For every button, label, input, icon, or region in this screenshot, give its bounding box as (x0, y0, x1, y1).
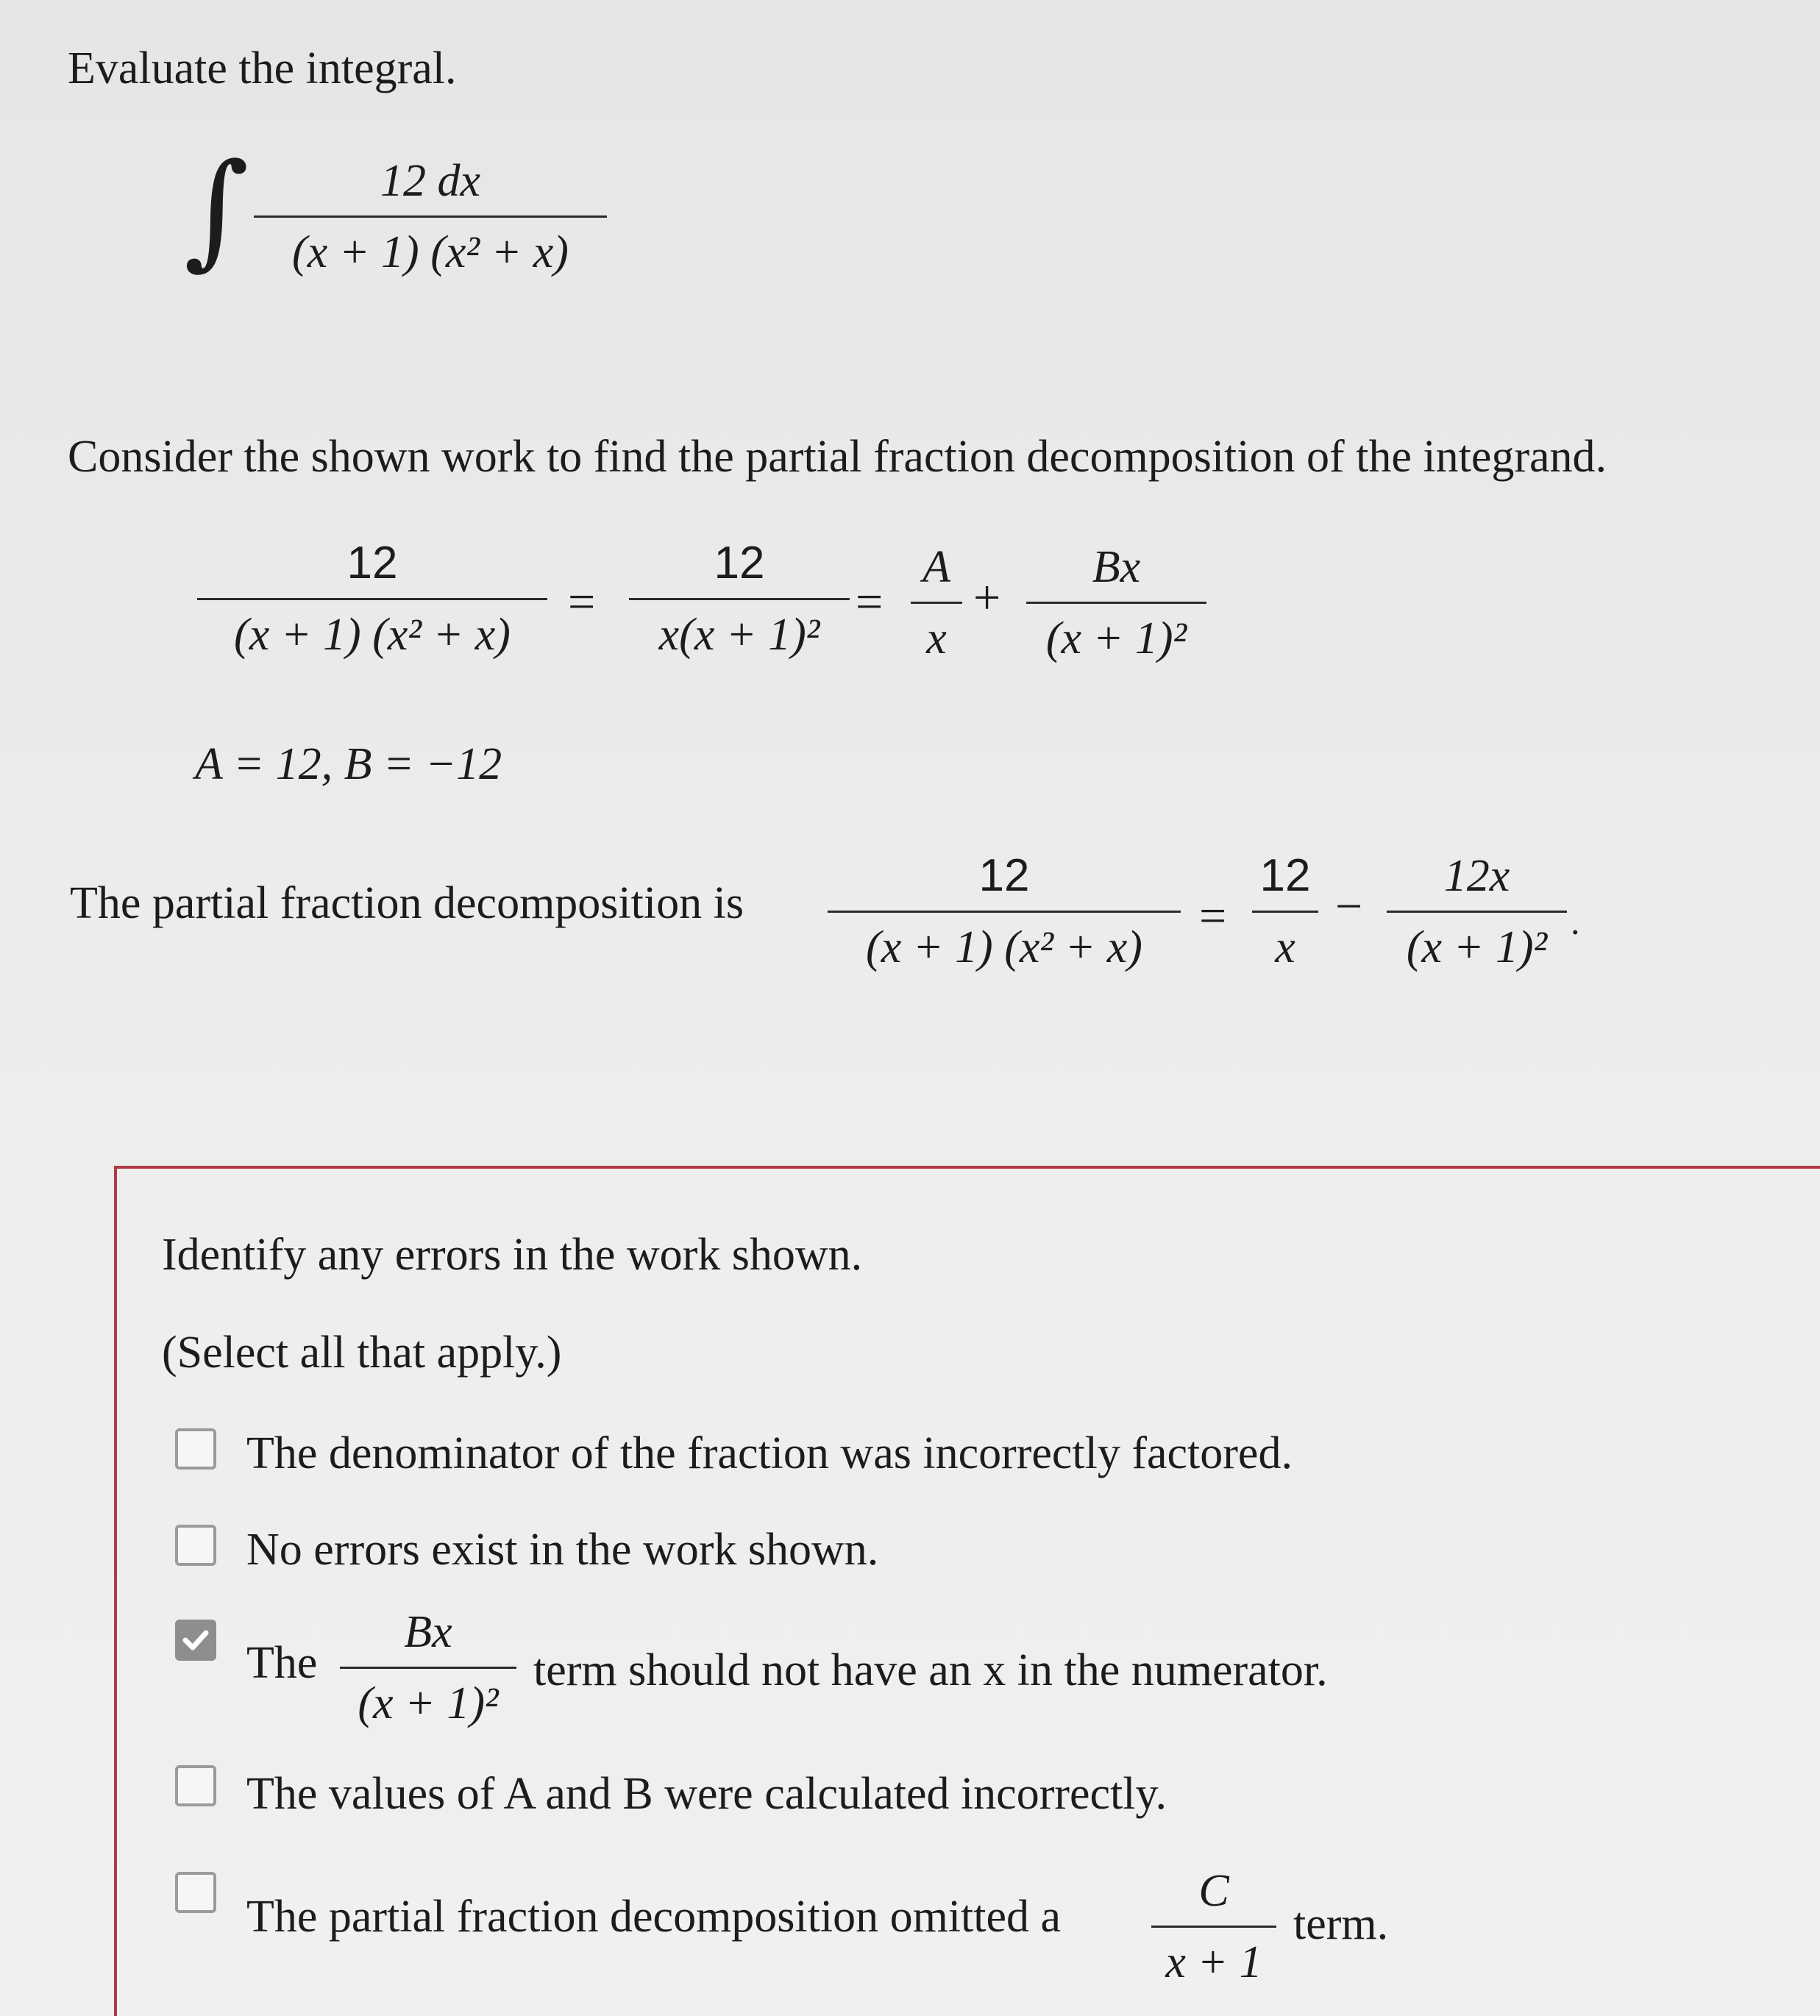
option-3-denominator: (x + 1)² (358, 1678, 499, 1728)
option-5-fraction (1151, 1868, 1276, 1985)
question-instruction: (Select all that apply.) (162, 1328, 562, 1378)
work-f1-denominator: (x + 1) (x² + x) (234, 610, 511, 660)
integral-denominator: (x + 1) (x² + x) (292, 227, 569, 277)
work-intro: Consider the shown work to find the partial fraction decomposition of the integrand. (68, 432, 1607, 482)
decomp-t1-denominator: x (1275, 922, 1295, 972)
option-4-checkbox[interactable] (175, 1765, 216, 1806)
work-f2-numerator: 12 (714, 538, 765, 588)
fraction-bar (911, 602, 962, 604)
work-f3-denominator: x (926, 613, 947, 663)
decomp-t2-numerator: 12x (1443, 851, 1510, 901)
option-3-fraction (340, 1609, 516, 1726)
option-3-numerator: Bx (404, 1607, 452, 1657)
option-5-numerator: C (1198, 1866, 1229, 1916)
fraction-bar (828, 911, 1181, 913)
fraction-bar (629, 598, 850, 600)
integral-sign: ∫ (184, 137, 249, 282)
integral-numerator: 12 dx (380, 156, 481, 206)
option-1-checkbox[interactable] (175, 1428, 216, 1470)
option-2-checkbox[interactable] (175, 1525, 216, 1566)
option-5-checkbox[interactable] (175, 1872, 216, 1913)
decomp-term2-fraction (1387, 853, 1567, 970)
option-3-pre[interactable]: The (246, 1638, 318, 1688)
option-2-label[interactable]: No errors exist in the work shown. (246, 1525, 879, 1575)
option-1-label[interactable]: The denominator of the fraction was incorrectly factored. (246, 1428, 1293, 1478)
work-fraction-4 (1026, 544, 1206, 661)
work-f4-numerator: Bx (1092, 542, 1141, 592)
equals-sign: = (856, 575, 884, 629)
question-panel (114, 1166, 1820, 2016)
fraction-bar (1026, 602, 1206, 604)
work-f4-denominator: (x + 1)² (1045, 613, 1187, 663)
option-3-post[interactable]: term should not have an x in the numerator. (533, 1645, 1328, 1695)
decomp-term1-fraction (1252, 850, 1318, 972)
plus-sign: + (973, 571, 1001, 624)
fraction-bar (340, 1667, 516, 1669)
work-f1-numerator: 12 (346, 538, 398, 588)
work-fraction-2 (629, 538, 850, 660)
equals-sign: = (568, 575, 596, 629)
work-f2-denominator: x(x + 1)² (658, 610, 820, 660)
integral-fraction (254, 158, 607, 275)
option-4-label[interactable]: The values of A and B were calculated incorrectly. (246, 1769, 1167, 1819)
fraction-bar (1387, 911, 1567, 913)
prompt-text: Evaluate the integral. (68, 43, 457, 93)
option-5-denominator: x + 1 (1165, 1937, 1262, 1987)
work-values: A = 12, B = −12 (195, 739, 502, 789)
decomp-lhs-denominator: (x + 1) (x² + x) (866, 922, 1142, 972)
work-fraction-1 (197, 538, 547, 660)
decomp-lhs-fraction (828, 850, 1181, 972)
fraction-bar (254, 216, 607, 218)
decomposition-label: The partial fraction decomposition is (70, 878, 744, 928)
option-5-post[interactable]: term. (1293, 1899, 1389, 1949)
minus-sign: − (1335, 880, 1363, 933)
work-f3-numerator: A (923, 542, 950, 592)
option-5-pre[interactable]: The partial fraction decomposition omitted a (246, 1892, 1062, 1942)
fraction-bar (1252, 911, 1318, 913)
period: . (1571, 901, 1580, 942)
question-heading: Identify any errors in the work shown. (162, 1230, 863, 1280)
work-fraction-3 (911, 544, 962, 661)
checkmark-icon (181, 1625, 210, 1655)
option-3-checkbox[interactable] (175, 1620, 216, 1661)
fraction-bar (1151, 1926, 1276, 1928)
fraction-bar (197, 598, 547, 600)
decomp-lhs-numerator: 12 (978, 850, 1030, 901)
equals-sign: = (1199, 889, 1227, 943)
decomp-t1-numerator: 12 (1259, 850, 1311, 901)
decomp-t2-denominator: (x + 1)² (1406, 922, 1548, 972)
